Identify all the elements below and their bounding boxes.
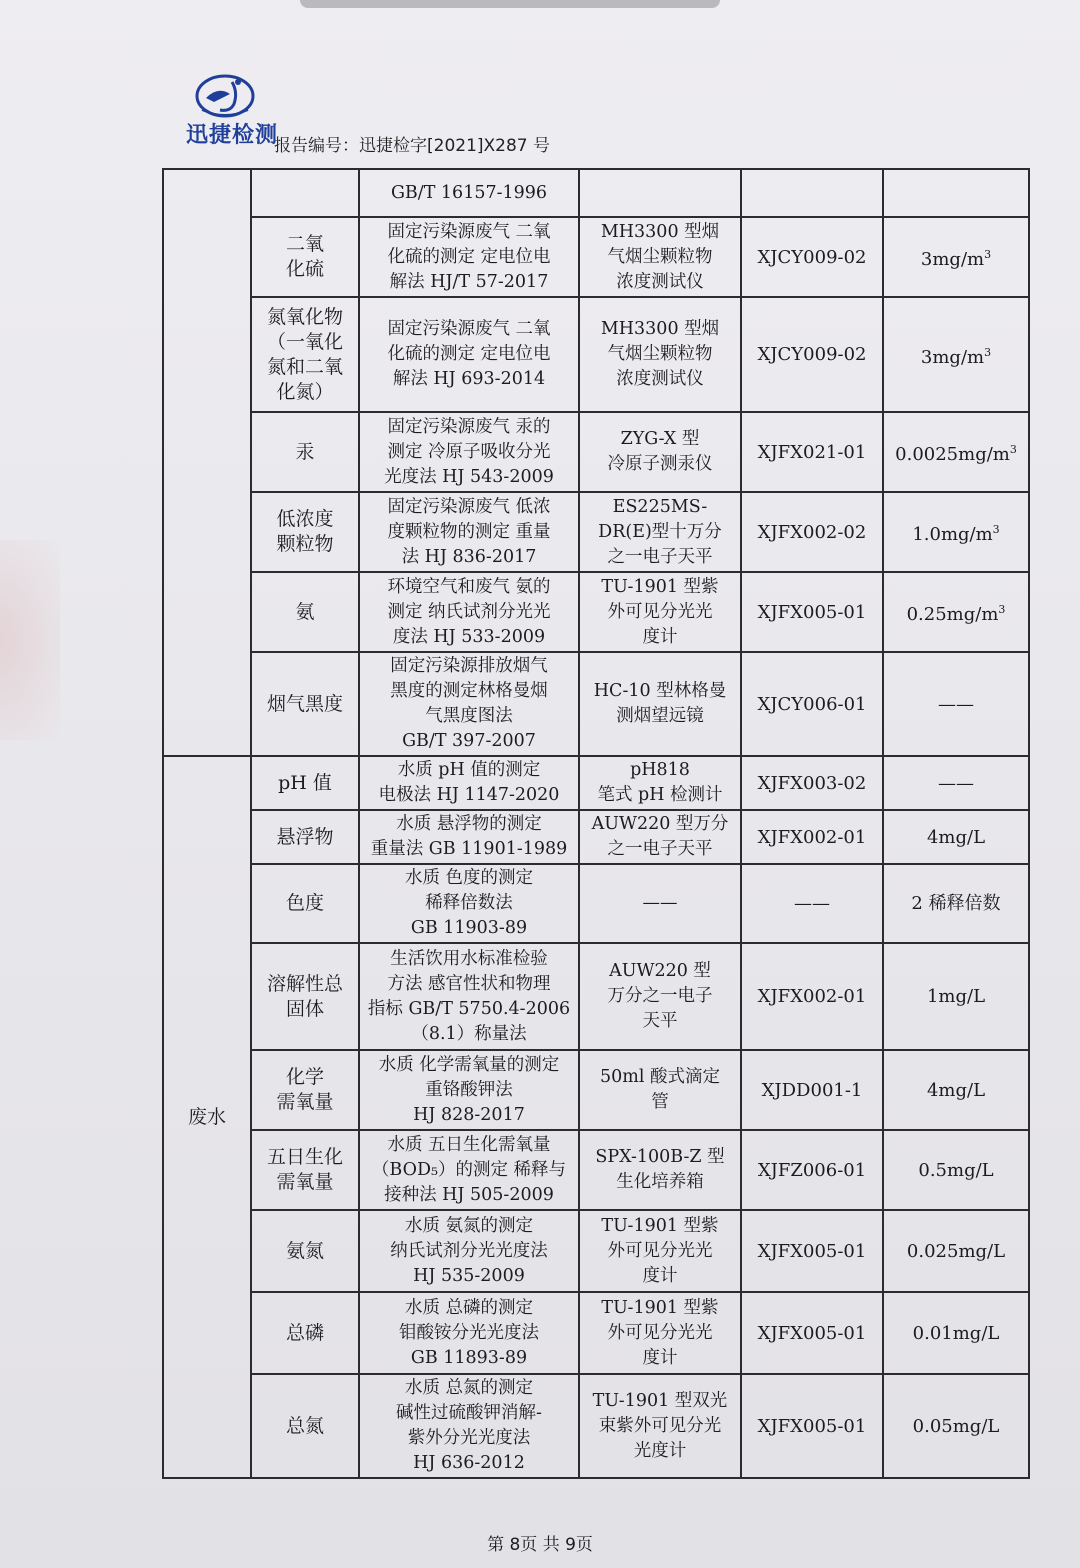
instrument-cell: MH3300 型烟 气烟尘颗粒物 浓度测试仪 <box>579 297 741 412</box>
item-cell: 汞 <box>251 412 359 492</box>
standard-cell: 水质 总磷的测定 钼酸铵分光光度法 GB 11893-89 <box>359 1292 579 1374</box>
table-row <box>163 1292 1029 1374</box>
table-row <box>163 810 1029 864</box>
standard-cell: 固定污染源废气 低浓 度颗粒物的测定 重量 法 HJ 836-2017 <box>359 492 579 572</box>
table-row <box>163 943 1029 1050</box>
table-row <box>163 169 1029 217</box>
category-cell <box>163 169 251 756</box>
instrument-cell: TU-1901 型双光 束紫外可见分光 光度计 <box>579 1374 741 1478</box>
instrument-cell: AUW220 型万分 之一电子天平 <box>579 810 741 864</box>
standard-cell: 水质 pH 值的测定 电极法 HJ 1147-2020 <box>359 756 579 810</box>
limit-cell <box>883 169 1029 217</box>
item-cell: 氨 <box>251 572 359 652</box>
instrument-cell <box>579 169 741 217</box>
item-cell: 化学 需氧量 <box>251 1050 359 1130</box>
page-number: 第 8页 共 9页 <box>487 1535 593 1555</box>
item-cell: 烟气黑度 <box>251 652 359 756</box>
code-cell: XJCY006-01 <box>741 652 883 756</box>
table-row <box>163 864 1029 943</box>
code-cell: XJFX002-02 <box>741 492 883 572</box>
standard-cell: 水质 色度的测定 稀释倍数法 GB 11903-89 <box>359 864 579 943</box>
item-cell <box>251 169 359 217</box>
method-table <box>162 168 1030 1479</box>
code-cell: XJFX005-01 <box>741 1210 883 1292</box>
code-cell: XJFX021-01 <box>741 412 883 492</box>
item-cell: 总磷 <box>251 1292 359 1374</box>
standard-cell: 水质 氨氮的测定 纳氏试剂分光光度法 HJ 535-2009 <box>359 1210 579 1292</box>
standard-cell: 固定污染源废气 汞的 测定 冷原子吸收分光 光度法 HJ 543-2009 <box>359 412 579 492</box>
table-row <box>163 492 1029 572</box>
limit-cell: $1.0mg/m^3$ <box>883 492 1029 572</box>
instrument-cell: TU-1901 型紫 外可见分光光 度计 <box>579 1210 741 1292</box>
item-cell: 色度 <box>251 864 359 943</box>
limit-cell: 0.5mg/L <box>883 1130 1029 1210</box>
logo-text: 迅捷检测 <box>186 123 279 148</box>
table-row <box>163 297 1029 412</box>
limit-cell: 1mg/L <box>883 943 1029 1050</box>
item-cell: 总氮 <box>251 1374 359 1478</box>
limit-cell: $3mg/m^3$ <box>883 217 1029 297</box>
item-cell: 五日生化 需氧量 <box>251 1130 359 1210</box>
code-cell: XJCY009-02 <box>741 217 883 297</box>
table-row <box>163 756 1029 810</box>
table-row <box>163 1210 1029 1292</box>
limit-cell: $3mg/m^3$ <box>883 297 1029 412</box>
instrument-cell: TU-1901 型紫 外可见分光光 度计 <box>579 1292 741 1374</box>
code-cell: XJFX005-01 <box>741 1374 883 1478</box>
instrument-cell: —— <box>579 864 741 943</box>
standard-cell: GB/T 16157-1996 <box>359 169 579 217</box>
standard-cell: 水质 五日生化需氧量 （BOD₅）的测定 稀释与 接种法 HJ 505-2009 <box>359 1130 579 1210</box>
instrument-cell: SPX-100B-Z 型 生化培养箱 <box>579 1130 741 1210</box>
standard-cell: 水质 化学需氧量的测定 重铬酸钾法 HJ 828-2017 <box>359 1050 579 1130</box>
code-cell: XJDD001-1 <box>741 1050 883 1130</box>
instrument-cell: ZYG-X 型 冷原子测汞仪 <box>579 412 741 492</box>
scan-stain <box>0 540 60 740</box>
standard-cell: 水质 悬浮物的测定 重量法 GB 11901-1989 <box>359 810 579 864</box>
limit-cell: 4mg/L <box>883 810 1029 864</box>
code-cell: XJFZ006-01 <box>741 1130 883 1210</box>
limit-cell: 0.01mg/L <box>883 1292 1029 1374</box>
instrument-cell: TU-1901 型紫 外可见分光光 度计 <box>579 572 741 652</box>
table-row <box>163 1374 1029 1478</box>
report-number: 报告编号：迅捷检字[2021]X287 号 <box>274 136 551 156</box>
table-row <box>163 1050 1029 1130</box>
limit-cell: $0.0025mg/m^3$ <box>883 412 1029 492</box>
code-cell: —— <box>741 864 883 943</box>
code-cell: XJFX005-01 <box>741 572 883 652</box>
code-cell: XJFX002-01 <box>741 810 883 864</box>
scan-shadow <box>300 0 720 8</box>
item-cell: pH 值 <box>251 756 359 810</box>
standard-cell: 生活饮用水标准检验 方法 感官性状和物理 指标 GB/T 5750.4-2006 （8.1）称量法 <box>359 943 579 1050</box>
code-cell: XJCY009-02 <box>741 297 883 412</box>
standard-cell: 固定污染源排放烟气 黑度的测定林格曼烟 气黑度图法 GB/T 397-2007 <box>359 652 579 756</box>
limit-cell: 0.025mg/L <box>883 1210 1029 1292</box>
item-cell: 悬浮物 <box>251 810 359 864</box>
item-cell: 低浓度 颗粒物 <box>251 492 359 572</box>
instrument-cell: ES225MS- DR(E)型十万分 之一电子天平 <box>579 492 741 572</box>
table-row <box>163 572 1029 652</box>
limit-cell: $0.25mg/m^3$ <box>883 572 1029 652</box>
method-table-body <box>163 169 1029 1478</box>
limit-cell: 4mg/L <box>883 1050 1029 1130</box>
standard-cell: 环境空气和废气 氨的 测定 纳氏试剂分光光 度法 HJ 533-2009 <box>359 572 579 652</box>
standard-cell: 水质 总氮的测定 碱性过硫酸钾消解- 紫外分光光度法 HJ 636-2012 <box>359 1374 579 1478</box>
instrument-cell: 50ml 酸式滴定 管 <box>579 1050 741 1130</box>
code-cell: XJFX003-02 <box>741 756 883 810</box>
standard-cell: 固定污染源废气 二氧 化硫的测定 定电位电 解法 HJ/T 57-2017 <box>359 217 579 297</box>
category-cell: 废水 <box>163 756 251 1478</box>
limit-cell: —— <box>883 756 1029 810</box>
table-row <box>163 652 1029 756</box>
instrument-cell: HC-10 型林格曼 测烟望远镜 <box>579 652 741 756</box>
code-cell: XJFX002-01 <box>741 943 883 1050</box>
limit-cell: —— <box>883 652 1029 756</box>
standard-cell: 固定污染源废气 二氧 化硫的测定 定电位电 解法 HJ 693-2014 <box>359 297 579 412</box>
instrument-cell: AUW220 型 万分之一电子 天平 <box>579 943 741 1050</box>
limit-cell: 2 稀释倍数 <box>883 864 1029 943</box>
code-cell <box>741 169 883 217</box>
instrument-cell: MH3300 型烟 气烟尘颗粒物 浓度测试仪 <box>579 217 741 297</box>
instrument-cell: pH818 笔式 pH 检测计 <box>579 756 741 810</box>
table-row <box>163 1130 1029 1210</box>
table-row <box>163 412 1029 492</box>
item-cell: 氮氧化物 （一氧化 氮和二氧 化氮） <box>251 297 359 412</box>
item-cell: 氨氮 <box>251 1210 359 1292</box>
item-cell: 二氧 化硫 <box>251 217 359 297</box>
item-cell: 溶解性总 固体 <box>251 943 359 1050</box>
limit-cell: 0.05mg/L <box>883 1374 1029 1478</box>
table-row <box>163 217 1029 297</box>
code-cell: XJFX005-01 <box>741 1292 883 1374</box>
